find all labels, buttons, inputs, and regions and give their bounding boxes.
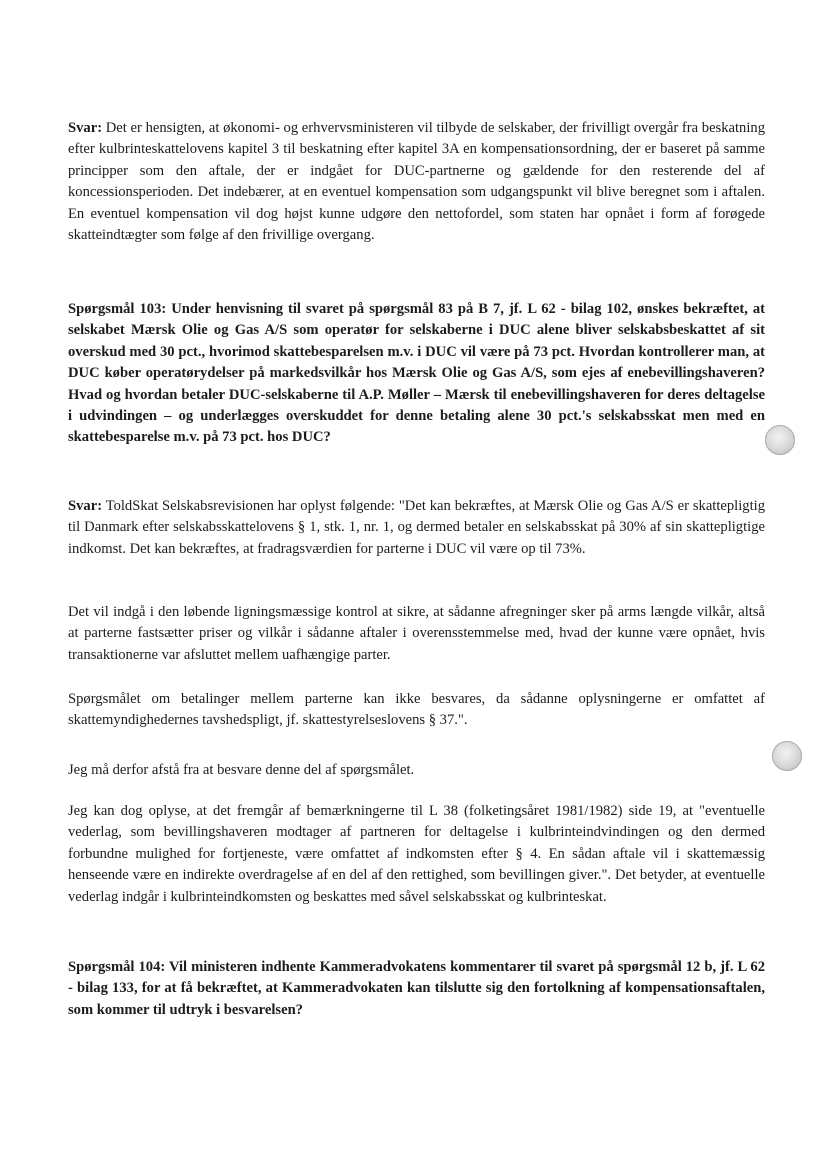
question-104: Spørgsmål 104: Vil ministeren indhente Kammeradvokatens kommentarer til svaret på spørgsmål 12 b, jf. L 62 - bilag 133, for at få bekræftet, at Kammeradvokaten kan tilslutte sig den fortolkning af kompensationsaftalen, som kommer til udtryk i besvarelsen? [68,959,765,1018]
confidentiality-paragraph: Spørgsmålet om betalinger mellem parterne kan ikke besvares, da sådanne oplysningerne er omfattet af skattemyndighedernes tavshedspligt, jf. skattestyrelseslovens § 37.". [68,691,765,729]
answer-text: ToldSkat Selskabsrevisionen har oplyst følgende: "Det kan bekræftes, at Mærsk Olie og Gas A/S er skattepligtig til Danmark efter selskabsskattelovens § 1, stk. 1, nr. 1, og dermed betaler en selskabsskat på 30% af sin skattepligtige indkomst. Det kan bekræftes, at fradragsværdien for parterne i DUC vil være op til 73%. [68,498,765,557]
punch-hole-icon [772,741,802,771]
answer-paragraph-2 [68,496,765,560]
answer-lead: Svar: [68,120,103,136]
remarks-paragraph: Jeg kan dog oplyse, at det fremgår af bemærkningerne til L 38 (folketingsåret 1981/1982) side 19, at "eventuelle vederlag, som bevillingshaveren modtager af partneren for deltagelse i kulbrinteindvindingen og den dermed forbundne mulighed for fortjeneste, være omfattet af indkomsten efter § 4. En sådan aftale vil i skattemæssig henseende være en indirekte overdragelse af en del af den rettighed, som bevillingen giver.". Det betyder, at eventuelle vederlag indgår i kulbrinteindkomsten og beskattes med såvel selskabsskat og kulbrinteskat. [68,803,765,905]
control-paragraph: Det vil indgå i den løbende ligningsmæssige kontrol at sikre, at sådanne afregninger sker på arms længde vilkår, altså at parterne fastsætter priser og vilkår i sådanne aftaler i overensstemmelse med, hvad der kunne være opnået, hvis transaktionerne var afsluttet mellem uafhængige parter. [68,604,765,663]
punch-hole-icon [765,425,795,455]
decline-paragraph: Jeg må derfor afstå fra at besvare denne del af spørgsmålet. [68,762,415,778]
answer-text: Det er hensigten, at økonomi- og erhvervsministeren vil tilbyde de selskaber, der frivilligt overgår fra beskatning efter kulbrinteskattelovens kapitel 3 til beskatning efter kapitel 3A en kompensationsordning, der er baseret på samme principper som den aftale, der er indgået for DUC-partnerne og gældende for den resterende del af koncessionsperioden. Det indebærer, at en eventuel kompensation som udgangspunkt vil blive beregnet som i aftalen. En eventuel kompensation vil dog højst kunne udgøre den nettofordel, som staten har opnået i form af forøgede skatteindtægter som følge af den frivillige overgang. [68,120,765,244]
answer-paragraph-1 [68,118,765,246]
answer-lead: Svar: [68,498,103,514]
question-103: Spørgsmål 103: Under henvisning til svaret på spørgsmål 83 på B 7, jf. L 62 - bilag 102, ønskes bekræftet, at selskabet Mærsk Olie og Gas A/S som operatør for selskaberne i DUC alene bliver selskabsbeskattet af sit overskud med 30 pct., hvorimod skattebesparelsen m.v. i DUC vil være på 73 pct. Hvordan kontrollerer man, at DUC køber operatørydelser på markedsvilkår hos Mærsk Olie og Gas A/S, som ejes af enebevillingshaveren? Hvad og hvordan betaler DUC-selskaberne til A.P. Møller – Mærsk til enebevillingshaveren for deres deltagelse i udvindingen – og underlægges overskuddet for denne betaling alene 30 pct.'s selskabsskat men med en skattebesparelse m.v. på 73 pct. hos DUC? [68,301,765,446]
